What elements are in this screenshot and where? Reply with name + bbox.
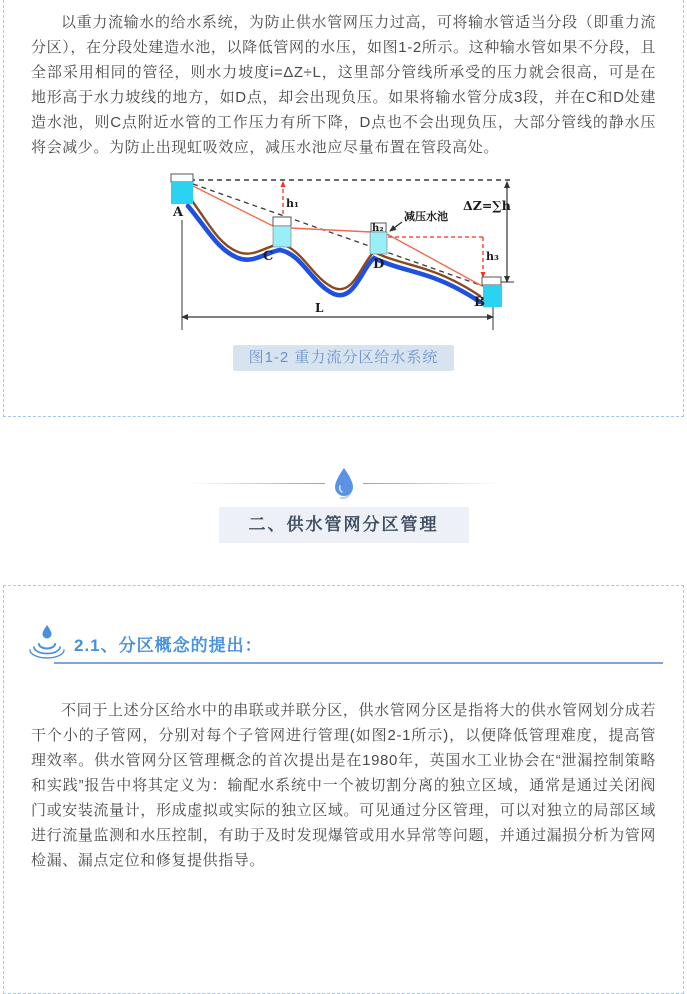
- h3-label: h₃: [485, 250, 499, 263]
- section-title: 二、供水管网分区管理: [219, 507, 469, 543]
- svg-text:h₂: h₂: [371, 223, 384, 234]
- pressure-tank-callout: [390, 209, 448, 231]
- delta-z-label: ΔZ=∑h: [462, 198, 511, 213]
- divider-line-left: [188, 483, 325, 484]
- svg-text:减压水池: 减压水池: [403, 210, 448, 223]
- subsection-underline: [54, 662, 663, 664]
- content-panel-2: [3, 585, 684, 994]
- droplet-ripple-icon: [29, 624, 65, 662]
- svg-text:A: A: [172, 205, 183, 220]
- h1-label: h₁: [285, 197, 299, 210]
- subsection-title: 2.1、分区概念的提出：: [74, 635, 263, 655]
- water-drop-icon: [331, 466, 357, 500]
- hydraulic-gradient-line: [193, 186, 482, 286]
- gravity-flow-diagram: [160, 170, 528, 334]
- original-gradient-line: [193, 184, 483, 286]
- divider-line-right: [363, 483, 500, 484]
- section-divider: [188, 465, 500, 501]
- body-paragraph: 不同于上述分区给水中的串联或并联分区，供水管网分区是指将大的供水管网划分成若干个小的子管网，分别对每个子管网进行管理(如图2-1所示)，以便降低管理难度，提高管理效率。供水管网分区管理概念的首次提出是在1980年，英国水工业协会在“泄漏控制策略和实践”报告中将其定义为：输配水系统中一个被切割分离的独立区域，通常是通过关闭阀门或安装流量计，形成虚拟或实际的独立区域。可见通过分区管理，可以对独立的局部区域进行流量监测和水压控制，有助于及时发现爆管或用水异常等问题，并通过漏损分析为管网检漏、漏点定位和修复提供指导。: [31, 702, 656, 869]
- intro-paragraph: 以重力流输水的给水系统，为防止供水管网压力过高，可将输水管适当分段（即重力流分区），在分段处建造水池，以降低管网的水压，如图1-2所示。这种输水管如果不分段，且全部采用相同的管径，则水力坡度i=ΔZ÷L，这里部分管线所承受的压力就会很高，可是在地形高于水力坡线的地方，如D点，却会出现负压。如果将输水管分成3段，并在C和D处建造水池，则C点附近水管的工作压力有所下降，D点也不会出现负压，大部分管线的静水压将会减少。为防止出现虹吸效应，减压水池应尽量布置在管段高处。: [31, 14, 656, 156]
- reservoir-c: [263, 217, 291, 264]
- svg-text:B: B: [473, 295, 485, 310]
- length-label: L: [314, 301, 323, 315]
- reservoir-a: [171, 174, 193, 220]
- svg-text:C: C: [262, 249, 273, 264]
- subsection-header: [29, 624, 683, 662]
- svg-text:D: D: [372, 257, 384, 272]
- content-panel-1: [3, 0, 684, 417]
- figure-caption: 图1-2 重力流分区给水系统: [233, 345, 455, 371]
- figure-1-2: [31, 170, 656, 371]
